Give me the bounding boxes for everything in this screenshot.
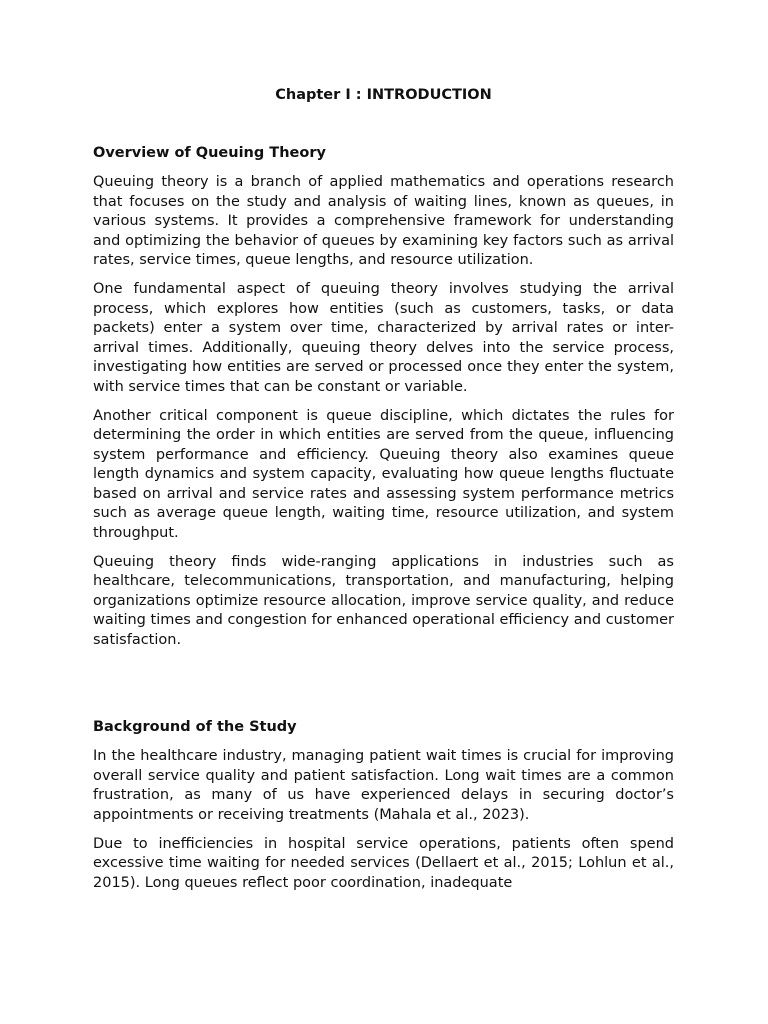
paragraph: Queuing theory is a branch of applied mathematics and operations research that focuses on the study and analysis of waiting lines, known as queues, in various systems. It provides a comprehensive framework for understanding and optimizing the behavior of queues by examining key factors such as arrival rates, service times, queue lengths, and resource utilization. <box>93 174 674 268</box>
paragraph: In the healthcare industry, managing patient wait times is crucial for improving overall service quality and patient satisfaction. Long wait times are a common frustration, as many of us have experienced delays in securing doctor’s appointments or receiving treatments (Mahala et al., 2023). <box>93 748 674 823</box>
section-heading-background: Background of the Study <box>93 718 297 735</box>
section-background <box>93 718 674 894</box>
document-body <box>93 86 674 903</box>
paragraph: Another critical component is queue discipline, which dictates the rules for determining the order in which entities are served from the queue, influencing system performance and efficiency. Queuing theory also examines queue length dynamics and system capacity, evaluating how queue lengths fluctuate based on arrival and service rates and assessing system performance metrics such as average queue length, waiting time, resource utilization, and system throughput. <box>93 407 674 541</box>
section-heading-overview: Overview of Queuing Theory <box>93 144 326 161</box>
paragraph: Queuing theory finds wide-ranging applications in industries such as healthcare, telecommunications, transportation, and manufacturing, helping organizations optimize resource allocation, improve service quality, and reduce waiting times and congestion for enhanced operational efficiency and customer satisfaction. <box>93 553 674 648</box>
section-gap <box>93 660 674 718</box>
chapter-title: Chapter I : INTRODUCTION <box>275 87 492 103</box>
paragraph: Due to inefficiencies in hospital service operations, patients often spend excessive time waiting for needed services (Dellaert et al., 2015; Lohlun et al., 2015). Long queues reflect poor coordination, inadequate <box>93 835 674 891</box>
paragraph: One fundamental aspect of queuing theory involves studying the arrival process, which explores how entities (such as customers, tasks, or data packets) enter a system over time, characterized by arrival rates or inter-arrival times. Additionally, queuing theory delves into the service process, investigating how entities are served or processed once they enter the system, with service times that can be constant or variable. <box>93 281 674 395</box>
section-overview <box>93 144 674 651</box>
